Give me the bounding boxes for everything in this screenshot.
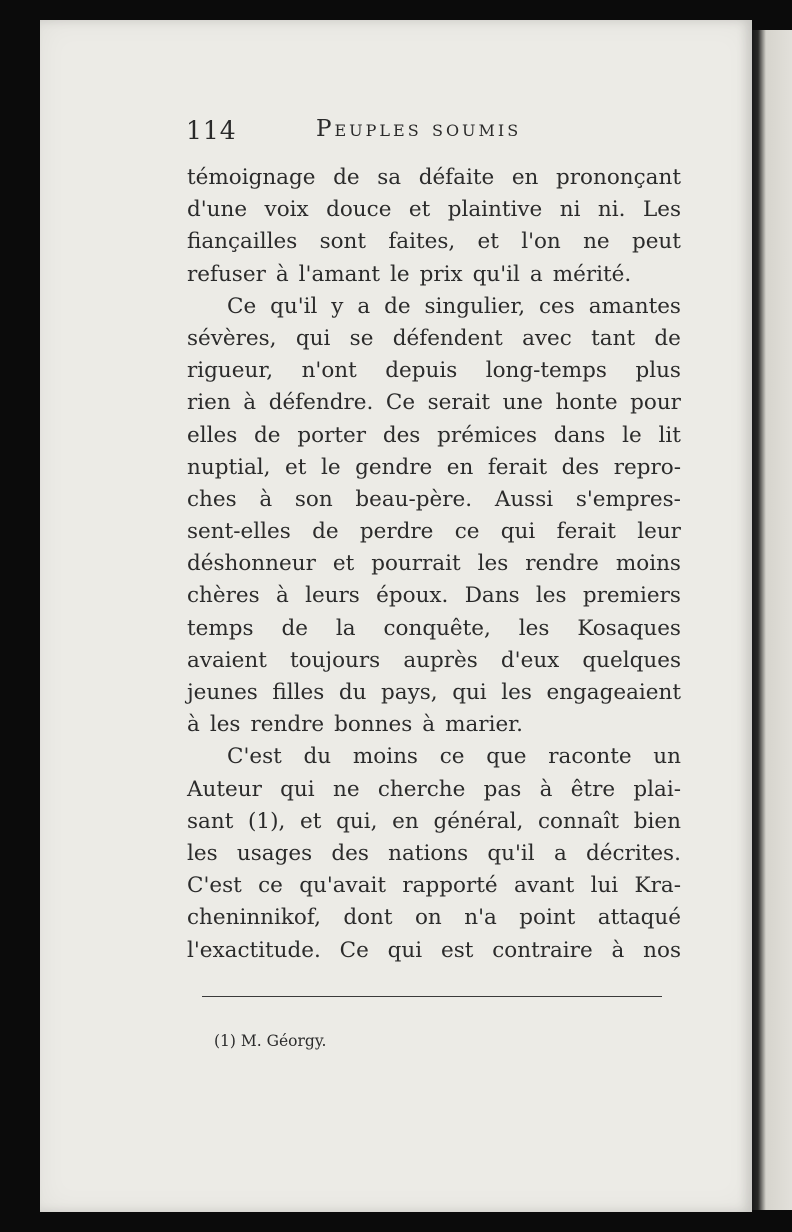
word: qui — [295, 325, 331, 351]
word: défaite — [418, 165, 495, 190]
word: rendre — [250, 712, 325, 738]
footnote: (1) M. Géorgy. — [214, 1032, 327, 1050]
word: de — [281, 615, 308, 641]
word: qu'il — [472, 261, 520, 287]
word: ne — [583, 229, 610, 255]
text-line — [187, 226, 681, 258]
word: d'une — [187, 197, 248, 223]
word: Auteur — [187, 776, 262, 802]
body-text — [187, 162, 681, 967]
word: jeunes — [187, 680, 258, 705]
word: en — [446, 454, 474, 480]
word: qui, — [336, 808, 378, 834]
word: dont — [343, 905, 393, 931]
text-line — [187, 709, 681, 741]
word: moins — [615, 551, 681, 577]
word: ches — [187, 486, 237, 512]
word: connaît — [538, 808, 620, 834]
word: plus — [635, 358, 681, 384]
word: décrites. — [586, 840, 681, 866]
word: gendre — [355, 454, 433, 480]
word: qu'avait — [299, 873, 387, 899]
word: et — [408, 197, 431, 223]
word: n'a — [464, 905, 497, 931]
word: lui — [590, 873, 619, 899]
text-line — [187, 806, 681, 838]
word: rien — [187, 390, 231, 416]
word: usages — [236, 840, 313, 866]
word: contraire — [492, 937, 593, 963]
word: et — [477, 229, 499, 255]
word: nations — [388, 840, 469, 866]
word: raconte — [548, 744, 632, 770]
word: bien — [633, 808, 681, 834]
word: et — [285, 454, 307, 480]
text-line — [187, 162, 681, 194]
word: douce — [326, 197, 392, 223]
word: filles — [272, 680, 325, 705]
text-line — [187, 935, 681, 967]
word: plaintive — [447, 197, 543, 223]
word: à — [259, 486, 273, 512]
word: témoignage — [187, 165, 316, 190]
word: son — [294, 486, 333, 512]
word: le — [622, 422, 642, 448]
word: rapporté — [402, 873, 498, 899]
word: depuis — [385, 358, 458, 384]
word: de — [654, 325, 681, 351]
text-line — [187, 484, 681, 516]
text-line — [187, 420, 681, 452]
word: repro- — [613, 454, 681, 480]
word: Ce — [385, 390, 416, 416]
word: pas — [483, 776, 522, 802]
word: époux. — [376, 583, 449, 609]
word: être — [570, 776, 616, 802]
word: défendre. — [268, 390, 374, 416]
word: porter — [297, 422, 366, 448]
word: à — [539, 776, 553, 802]
word: toujours — [290, 647, 381, 673]
word: mérité. — [552, 261, 632, 287]
word: ce — [258, 873, 283, 899]
word: marier. — [445, 712, 523, 738]
word: à — [422, 712, 436, 738]
text-line — [187, 259, 681, 291]
word: les — [187, 840, 218, 866]
word: long-temps — [485, 358, 607, 384]
word: et — [332, 551, 355, 577]
word: pays, — [381, 680, 438, 705]
text-line — [187, 194, 681, 226]
word: temps — [187, 615, 254, 641]
text-line — [187, 645, 681, 677]
word: du — [303, 744, 332, 770]
word: de — [384, 293, 411, 319]
word: des — [382, 422, 421, 448]
text-line — [187, 677, 681, 709]
word: l'exactitude. — [187, 937, 321, 963]
word: qu'il — [270, 293, 318, 319]
word: perdre — [359, 519, 434, 545]
word: nuptial, — [187, 454, 271, 480]
word: à — [275, 261, 289, 287]
word: qui — [387, 937, 423, 963]
word: et — [300, 808, 322, 834]
word: déshonneur — [187, 551, 316, 577]
word: Kra- — [634, 873, 681, 899]
word: sa — [377, 165, 402, 190]
word: qui — [280, 776, 315, 802]
word: attaqué — [597, 905, 681, 931]
word: avec — [522, 325, 572, 351]
word: en — [511, 165, 539, 190]
word: prix — [419, 261, 463, 287]
word: C'est — [187, 873, 242, 899]
word: les — [477, 551, 509, 577]
text-line — [187, 613, 681, 645]
word: ferait — [487, 454, 548, 480]
word: leur — [637, 519, 681, 545]
word: les — [209, 712, 241, 738]
word: ce — [439, 744, 465, 770]
word: elles — [187, 422, 238, 448]
word: amantes — [588, 293, 681, 319]
word: avaient — [187, 647, 267, 673]
word: honte — [555, 390, 618, 416]
word: n'ont — [301, 358, 357, 384]
word: les — [518, 615, 550, 641]
word: une — [502, 390, 543, 416]
word: bonnes — [334, 712, 413, 738]
word: est — [441, 937, 474, 963]
word: rendre — [525, 551, 599, 577]
word: (1), — [248, 808, 286, 834]
page-number: 114 — [186, 116, 237, 145]
word: un — [653, 744, 681, 770]
word: a — [529, 261, 543, 287]
word: a — [357, 293, 371, 319]
word: prononçant — [556, 165, 681, 190]
word: ni — [559, 197, 581, 223]
next-page-edge — [752, 30, 792, 1210]
word: premiers — [582, 583, 681, 609]
word: de — [254, 422, 281, 448]
word: engageaient — [546, 680, 681, 705]
word: refuser — [187, 261, 266, 287]
word: du — [338, 680, 367, 705]
word: quelques — [582, 647, 681, 673]
word: de — [312, 519, 339, 545]
word: fiançailles — [187, 229, 298, 255]
word: lit — [658, 422, 681, 448]
word: moins — [352, 744, 418, 770]
word: ni. — [597, 197, 626, 223]
word: conquête, — [383, 615, 491, 641]
text-line — [187, 902, 681, 934]
word: d'eux — [500, 647, 560, 673]
word: l'amant — [298, 261, 380, 287]
word: s'empres- — [575, 486, 681, 512]
word: faites, — [388, 229, 456, 255]
word: que — [486, 744, 527, 770]
page-header — [186, 116, 686, 150]
text-line — [187, 291, 681, 323]
word: singulier, — [424, 293, 526, 319]
word: Ce — [227, 293, 257, 319]
word: à — [275, 583, 289, 609]
word: y — [331, 293, 344, 319]
word: à — [187, 712, 200, 738]
word: la — [335, 615, 356, 641]
word: Aussi — [494, 486, 554, 512]
word: qui — [500, 519, 536, 545]
word: beau-père. — [355, 486, 473, 512]
text-line — [187, 741, 681, 773]
word: Kosaques — [577, 615, 681, 641]
word: les — [501, 680, 532, 705]
word: ne — [332, 776, 360, 802]
word: rigueur, — [187, 358, 274, 384]
word: Ce — [339, 937, 369, 963]
word: les — [535, 583, 567, 609]
word: sent-elles — [187, 519, 291, 545]
word: a — [553, 840, 567, 866]
word: l'on — [521, 229, 561, 255]
word: à — [243, 390, 257, 416]
word: leurs — [305, 583, 360, 609]
word: prémices — [437, 422, 537, 448]
word: C'est — [227, 744, 282, 770]
word: chères — [187, 583, 260, 609]
word: Les — [642, 197, 681, 223]
word: des — [561, 454, 600, 480]
word: avant — [513, 873, 575, 899]
word: sant — [187, 808, 234, 834]
text-line — [187, 516, 681, 548]
word: ferait — [556, 519, 616, 545]
word: cheninnikof, — [187, 905, 321, 931]
word: le — [389, 261, 410, 287]
word: le — [320, 454, 341, 480]
word: tant — [591, 325, 636, 351]
word: nos — [643, 937, 681, 963]
word: auprès — [403, 647, 478, 673]
text-line — [187, 838, 681, 870]
text-line — [187, 452, 681, 484]
footnote-rule — [202, 996, 662, 997]
word: ce — [454, 519, 480, 545]
word: peut — [631, 229, 681, 255]
word: sévères, — [187, 325, 277, 351]
word: ces — [538, 293, 575, 319]
text-line — [187, 774, 681, 806]
text-line — [187, 323, 681, 355]
word: en — [392, 808, 419, 834]
word: on — [414, 905, 442, 931]
running-head: Peuples soumis — [316, 116, 522, 142]
word: voix — [264, 197, 309, 223]
word: qui — [452, 680, 487, 705]
word: cherche — [377, 776, 466, 802]
word: de — [333, 165, 360, 190]
word: plai- — [633, 776, 681, 802]
word: pour — [630, 390, 681, 416]
text-line — [187, 355, 681, 387]
word: qu'il — [487, 840, 535, 866]
word: général, — [433, 808, 524, 834]
word: à — [611, 937, 625, 963]
word: Dans — [464, 583, 520, 609]
word: sont — [319, 229, 367, 255]
text-line — [187, 580, 681, 612]
text-line — [187, 870, 681, 902]
word: pourrait — [371, 551, 461, 577]
word: serait — [427, 390, 490, 416]
word: point — [519, 905, 576, 931]
text-line — [187, 548, 681, 580]
word: se — [349, 325, 374, 351]
word: des — [331, 840, 369, 866]
text-line — [187, 387, 681, 419]
word: défendent — [392, 325, 503, 351]
word: dans — [553, 422, 606, 448]
